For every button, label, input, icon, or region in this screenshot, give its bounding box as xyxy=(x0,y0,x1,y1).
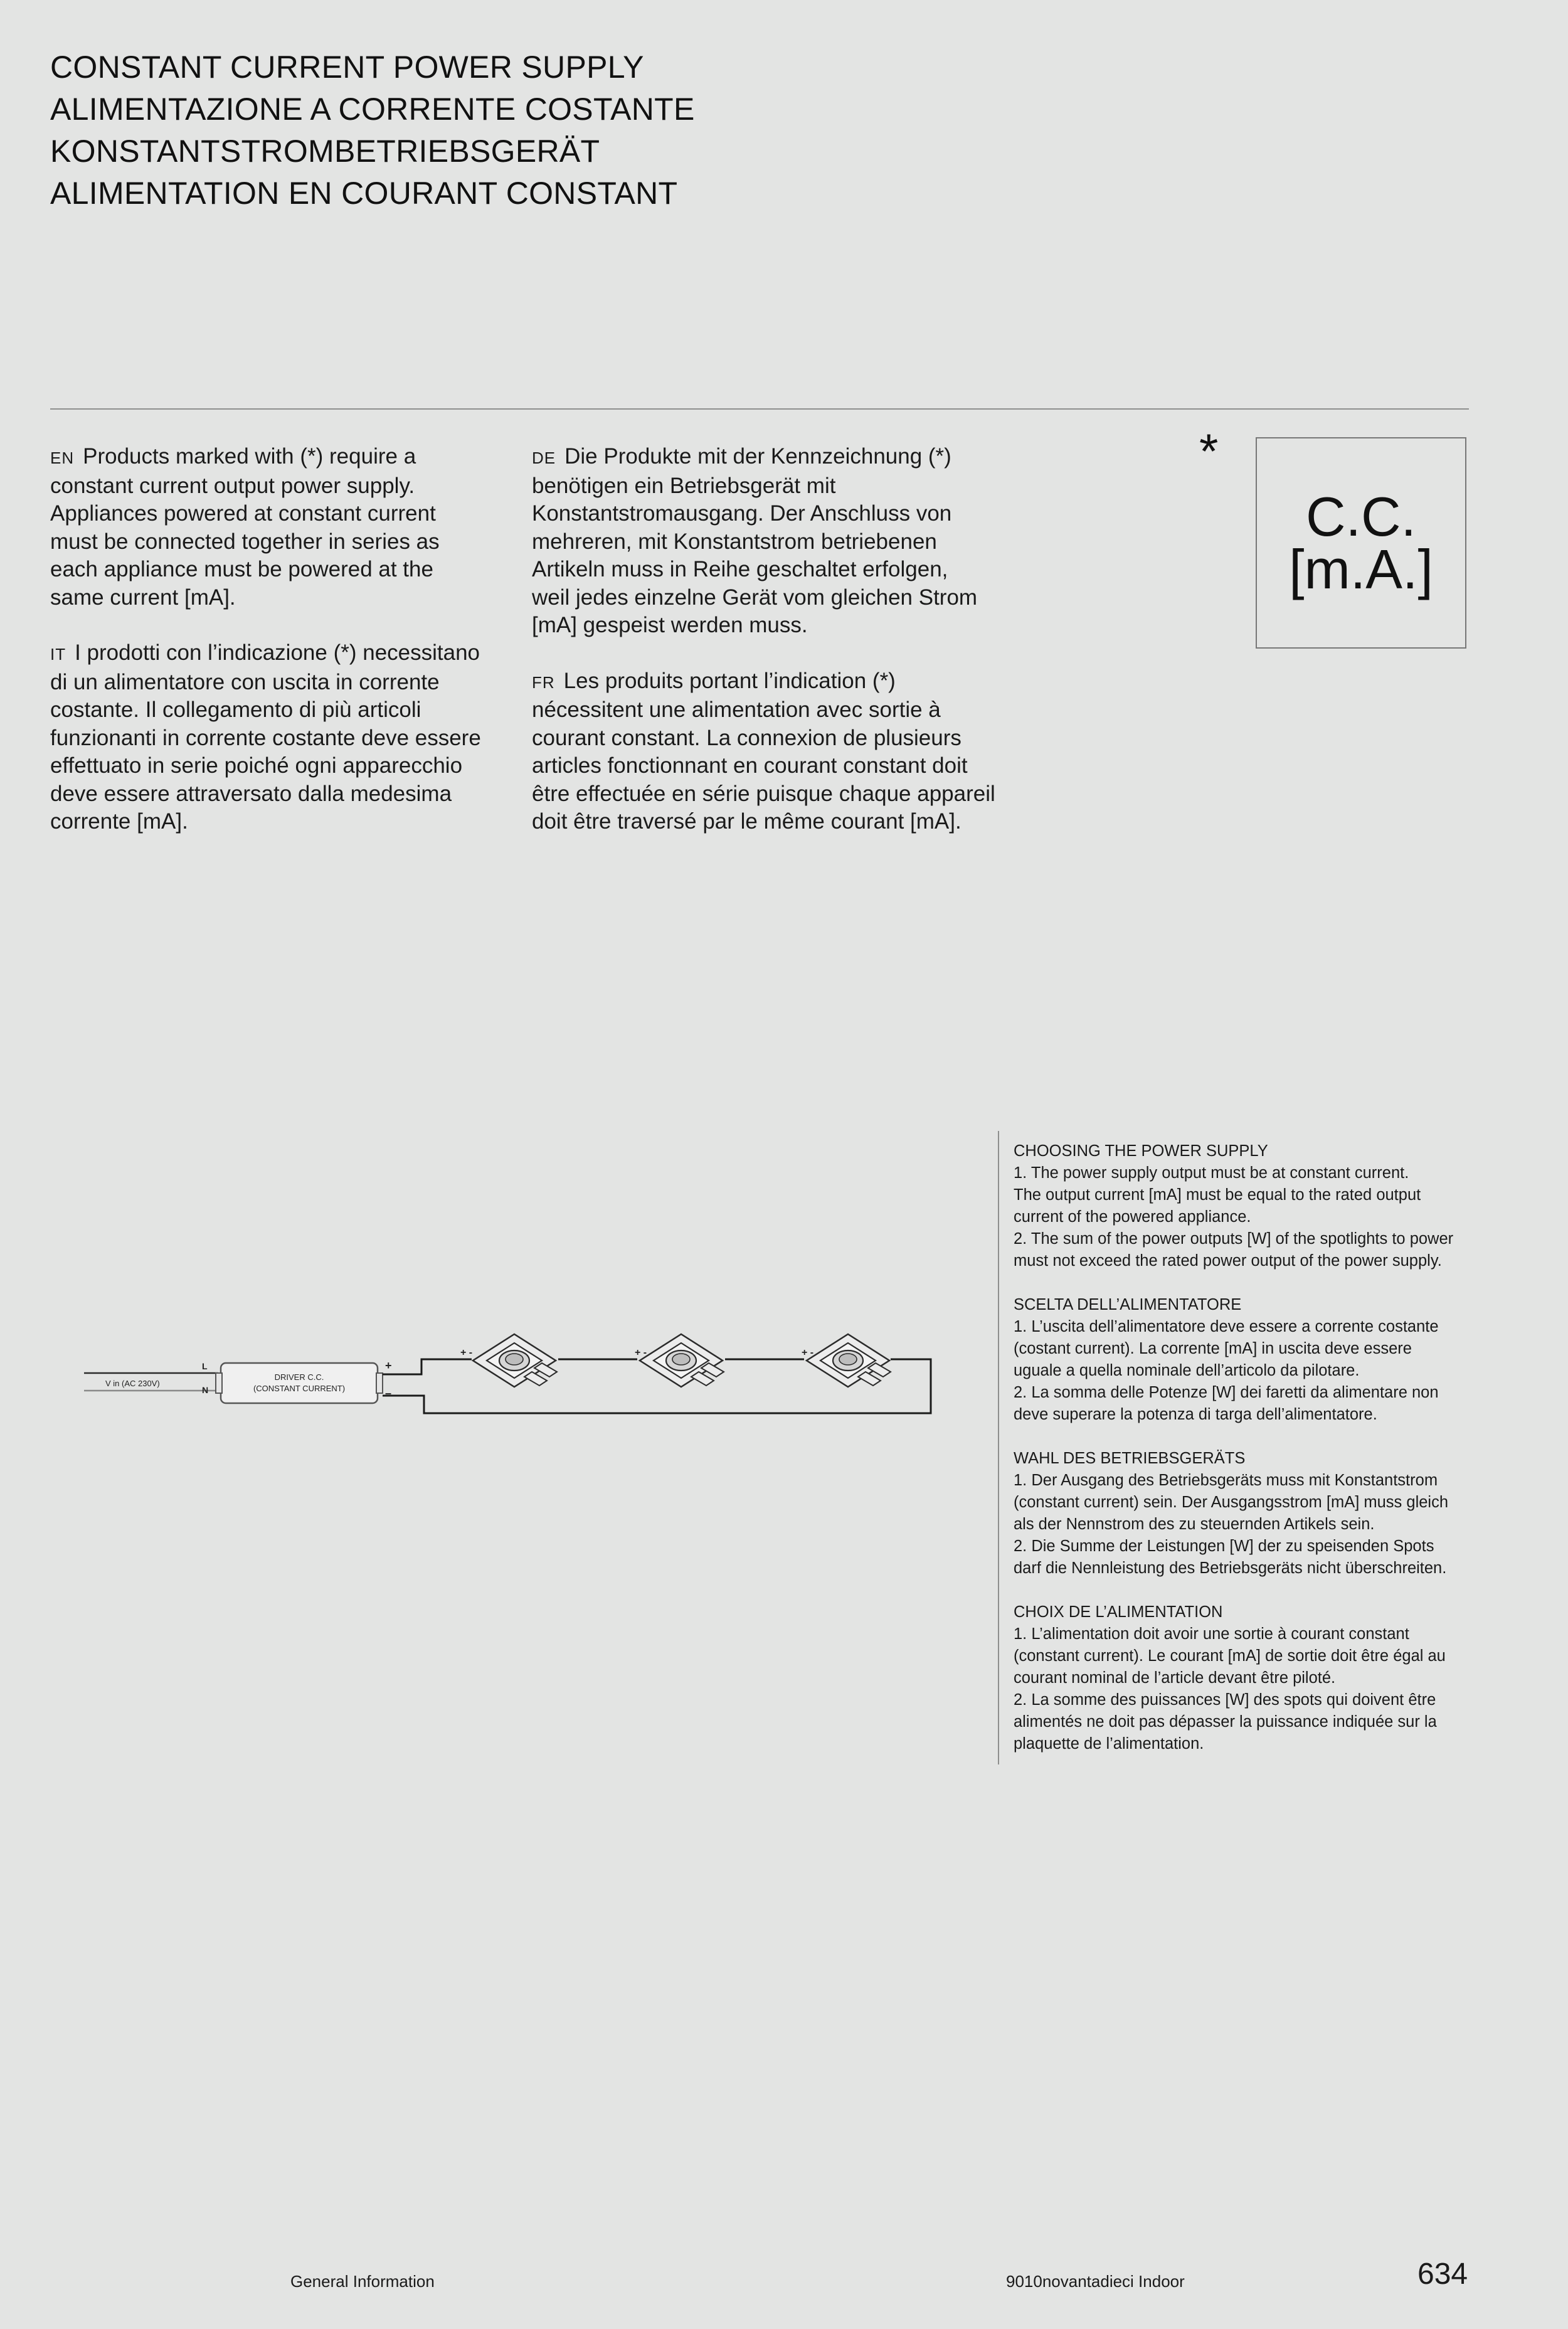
driver-minus-label: – xyxy=(385,1387,392,1399)
spot-2-polarity: + - xyxy=(635,1347,647,1358)
info-divider xyxy=(998,1131,999,1764)
intro-de-line: weil jedes einzelne Gerät vom gleichen Strom xyxy=(532,585,978,610)
info-it-heading: SCELTA DELL’ALIMENTATORE xyxy=(1014,1296,1242,1313)
info-fr-line: (constant current). Le courant [mA] de sortie doit être égal au xyxy=(1014,1647,1446,1665)
info-en-line: 2. The sum of the power outputs [W] of the spotlights to power xyxy=(1014,1230,1454,1248)
power-supply-info xyxy=(1014,1140,1478,1777)
cc-badge xyxy=(1256,437,1466,649)
l-terminal-label: L xyxy=(202,1361,208,1371)
driver-label-1: DRIVER C.C. xyxy=(274,1372,324,1382)
intro-de-line: Konstantstromausgang. Der Anschluss von xyxy=(532,501,952,526)
info-en-line: The output current [mA] must be equal to the rated output xyxy=(1014,1186,1421,1204)
intro-column-right xyxy=(532,443,996,864)
info-fr-line: courant nominal de l’article devant être piloté. xyxy=(1014,1669,1336,1687)
spotlight-3 xyxy=(807,1334,891,1387)
lang-tag-it: IT xyxy=(50,645,66,664)
intro-fr-line: doit être traversé par le même courant [mA]. xyxy=(532,809,961,834)
title-de: KONSTANTSTROMBETRIEBSGERÄT xyxy=(50,134,600,169)
footer-catalog-label: 9010novantadieci Indoor xyxy=(1006,2272,1185,2291)
intro-fr-line: articles fonctionnant en courant constant doit xyxy=(532,753,968,778)
intro-column-left xyxy=(50,443,514,864)
info-de-line: (constant current) sein. Der Ausgangsstrom [mA] muss gleich xyxy=(1014,1493,1449,1511)
footer-section-label: General Information xyxy=(290,2272,435,2291)
info-de-line: 1. Der Ausgang des Betriebsgeräts muss mit Konstantstrom xyxy=(1014,1472,1438,1489)
intro-it-line: I prodotti con l’indicazione (*) necessitano xyxy=(75,640,480,665)
info-en-heading: CHOOSING THE POWER SUPPLY xyxy=(1014,1142,1268,1160)
info-de-heading: WAHL DES BETRIEBSGERÄTS xyxy=(1014,1450,1246,1467)
lang-tag-de: DE xyxy=(532,448,556,467)
intro-it-line: corrente [mA]. xyxy=(50,809,188,834)
info-de-line: 2. Die Summe der Leistungen [W] der zu speisenden Spots xyxy=(1014,1537,1434,1555)
driver-box xyxy=(216,1363,383,1403)
info-de-line: darf die Nennleistung des Betriebsgeräts nicht überschreiten. xyxy=(1014,1559,1447,1577)
page-number: 634 xyxy=(1417,2257,1468,2291)
intro-de-line: Artikeln muss in Reihe geschaltet erfolgen, xyxy=(532,557,948,581)
wiring-diagram xyxy=(75,1308,953,1433)
lang-tag-fr: FR xyxy=(532,672,555,692)
info-en-line: must not exceed the rated power output of the power supply. xyxy=(1014,1252,1442,1270)
spot-1-polarity: + - xyxy=(460,1347,473,1358)
info-en-line: 1. The power supply output must be at constant current. xyxy=(1014,1164,1409,1182)
info-en-line: current of the powered appliance. xyxy=(1014,1208,1251,1226)
intro-fr-line: courant constant. La connexion de plusieurs xyxy=(532,725,961,750)
intro-fr-line: nécessitent une alimentation avec sortie à xyxy=(532,698,941,722)
page-title xyxy=(50,46,1054,215)
info-de-line: als der Nennstrom des zu steuernden Artikels sein. xyxy=(1014,1515,1375,1533)
header-divider xyxy=(50,408,1469,410)
vin-label: V in (AC 230V) xyxy=(105,1379,160,1388)
intro-it xyxy=(50,639,514,836)
info-fr-line: plaquette de l’alimentation. xyxy=(1014,1735,1204,1753)
info-fr-line: 2. La somme des puissances [W] des spots qui doivent être xyxy=(1014,1691,1436,1709)
intro-en-line: must be connected together in series as xyxy=(50,529,440,554)
spotlight-1 xyxy=(473,1334,557,1387)
info-en xyxy=(1014,1140,1478,1272)
info-fr-line: 1. L’alimentation doit avoir une sortie à courant constant xyxy=(1014,1625,1409,1643)
intro-fr xyxy=(532,667,996,836)
intro-en xyxy=(50,443,514,612)
intro-it-line: effettuato in serie poiché ogni apparecchio xyxy=(50,753,463,778)
title-fr: ALIMENTATION EN COURANT CONSTANT xyxy=(50,176,678,211)
intro-en-line: same current [mA]. xyxy=(50,585,236,610)
info-it-line: deve superare la potenza di targa dell’alimentatore. xyxy=(1014,1406,1377,1423)
intro-it-line: costante. Il collegamento di più articoli xyxy=(50,698,421,722)
info-it xyxy=(1014,1294,1478,1426)
intro-de-line: mehreren, mit Konstantstrom betriebenen xyxy=(532,529,937,554)
intro-de-line: Die Produkte mit der Kennzeichnung (*) xyxy=(564,444,951,469)
driver-label-2: (CONSTANT CURRENT) xyxy=(253,1384,346,1393)
intro-it-line: di un alimentatore con uscita in corrente xyxy=(50,669,440,694)
intro-fr-line: Les produits portant l’indication (*) xyxy=(563,668,896,693)
intro-fr-line: être effectuée en série puisque chaque appareil xyxy=(532,781,995,806)
cc-badge-line2: [m.A.] xyxy=(1289,538,1433,600)
n-terminal-label: N xyxy=(202,1385,209,1395)
intro-de-line: benötigen ein Betriebsgerät mit xyxy=(532,473,836,498)
intro-en-line: Appliances powered at constant current xyxy=(50,501,436,526)
intro-en-line: Products marked with (*) require a xyxy=(83,444,416,469)
info-de xyxy=(1014,1448,1478,1579)
info-it-line: 1. L’uscita dell’alimentatore deve essere a corrente costante xyxy=(1014,1318,1439,1335)
info-fr-line: alimentés ne doit pas dépasser la puissance indiquée sur la xyxy=(1014,1713,1437,1731)
info-it-line: 2. La somma delle Potenze [W] dei faretti da alimentare non xyxy=(1014,1384,1439,1401)
lang-tag-en: EN xyxy=(50,448,75,467)
spot-3-polarity: + - xyxy=(802,1347,814,1358)
intro-en-line: each appliance must be powered at the xyxy=(50,557,433,581)
driver-plus-label: + xyxy=(385,1359,392,1372)
title-it: ALIMENTAZIONE A CORRENTE COSTANTE xyxy=(50,92,695,127)
info-it-line: (costant current). La corrente [mA] in uscita deve essere xyxy=(1014,1340,1412,1357)
asterisk-mark: * xyxy=(1199,423,1219,479)
info-it-line: uguale a quella nominale dell’articolo da pilotare. xyxy=(1014,1362,1360,1379)
intro-de xyxy=(532,443,996,640)
intro-it-line: funzionanti in corrente costante deve essere xyxy=(50,725,481,750)
intro-de-line: [mA] gespeist werden muss. xyxy=(532,613,808,637)
spotlight-2 xyxy=(640,1334,724,1387)
info-fr xyxy=(1014,1601,1478,1755)
intro-en-line: constant current output power supply. xyxy=(50,473,415,498)
info-fr-heading: CHOIX DE L’ALIMENTATION xyxy=(1014,1603,1223,1621)
cc-badge-line1: C.C. xyxy=(1306,485,1416,548)
intro-it-line: deve essere attraversato dalla medesima xyxy=(50,781,452,806)
title-en: CONSTANT CURRENT POWER SUPPLY xyxy=(50,50,644,85)
output-wire-positive xyxy=(383,1359,472,1374)
